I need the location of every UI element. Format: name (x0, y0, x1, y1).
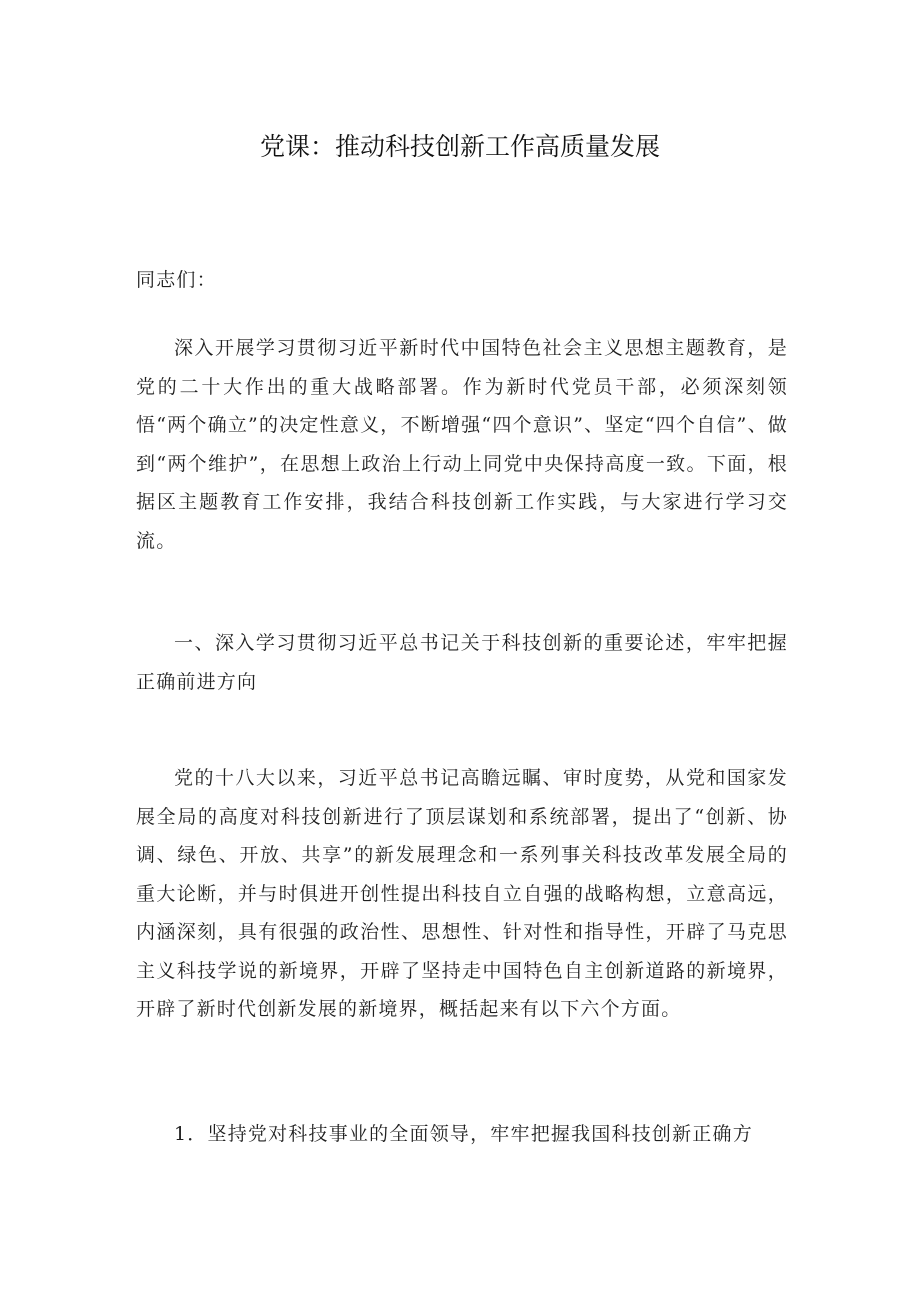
subsection-heading-1: 1．坚持党对科技事业的全面领导，牢牢把握我国科技创新正确方 (174, 1123, 753, 1145)
document-title: 党课：推动科技创新工作高质量发展 (259, 132, 660, 161)
paragraph-intro: 深入开展学习贯彻习近平新时代中国特色社会主义思想主题教育，是党的二十大作出的重大战略部署。作为新时代党员干部，必须深刻领悟“两个确立”的决定性意义，不断增强“四个意识”、坚定“四个自信”、做到“两个维护”，在思想上政治上行动上同党中央保持高度一致。下面，根据区主题教育工作安排，我结合科技创新工作实践，与大家进行学习交流。 (136, 337, 788, 552)
paragraph-section-1: 党的十八大以来，习近平总书记高瞻远瞩、审时度势，从党和国家发展全局的高度对科技创新进行了顶层谋划和系统部署，提出了“创新、协调、绿色、开放、共享”的新发展理念和一系列事关科技改革发展全局的重大论断，并与时俱进开创性提出科技自立自强的战略构想，立意高远，内涵深刻，具有很强的政治性、思想性、针对性和指导性，开辟了马克思主义科技学说的新境界，开辟了坚持走中国特色自主创新道路的新境界，开辟了新时代创新发展的新境界，概括起来有以下六个方面。 (136, 767, 788, 1020)
greeting: 同志们： (136, 269, 217, 291)
section-heading-1: 一、深入学习贯彻习近平总书记关于科技创新的重要论述，牢牢把握正确前进方向 (136, 632, 788, 693)
